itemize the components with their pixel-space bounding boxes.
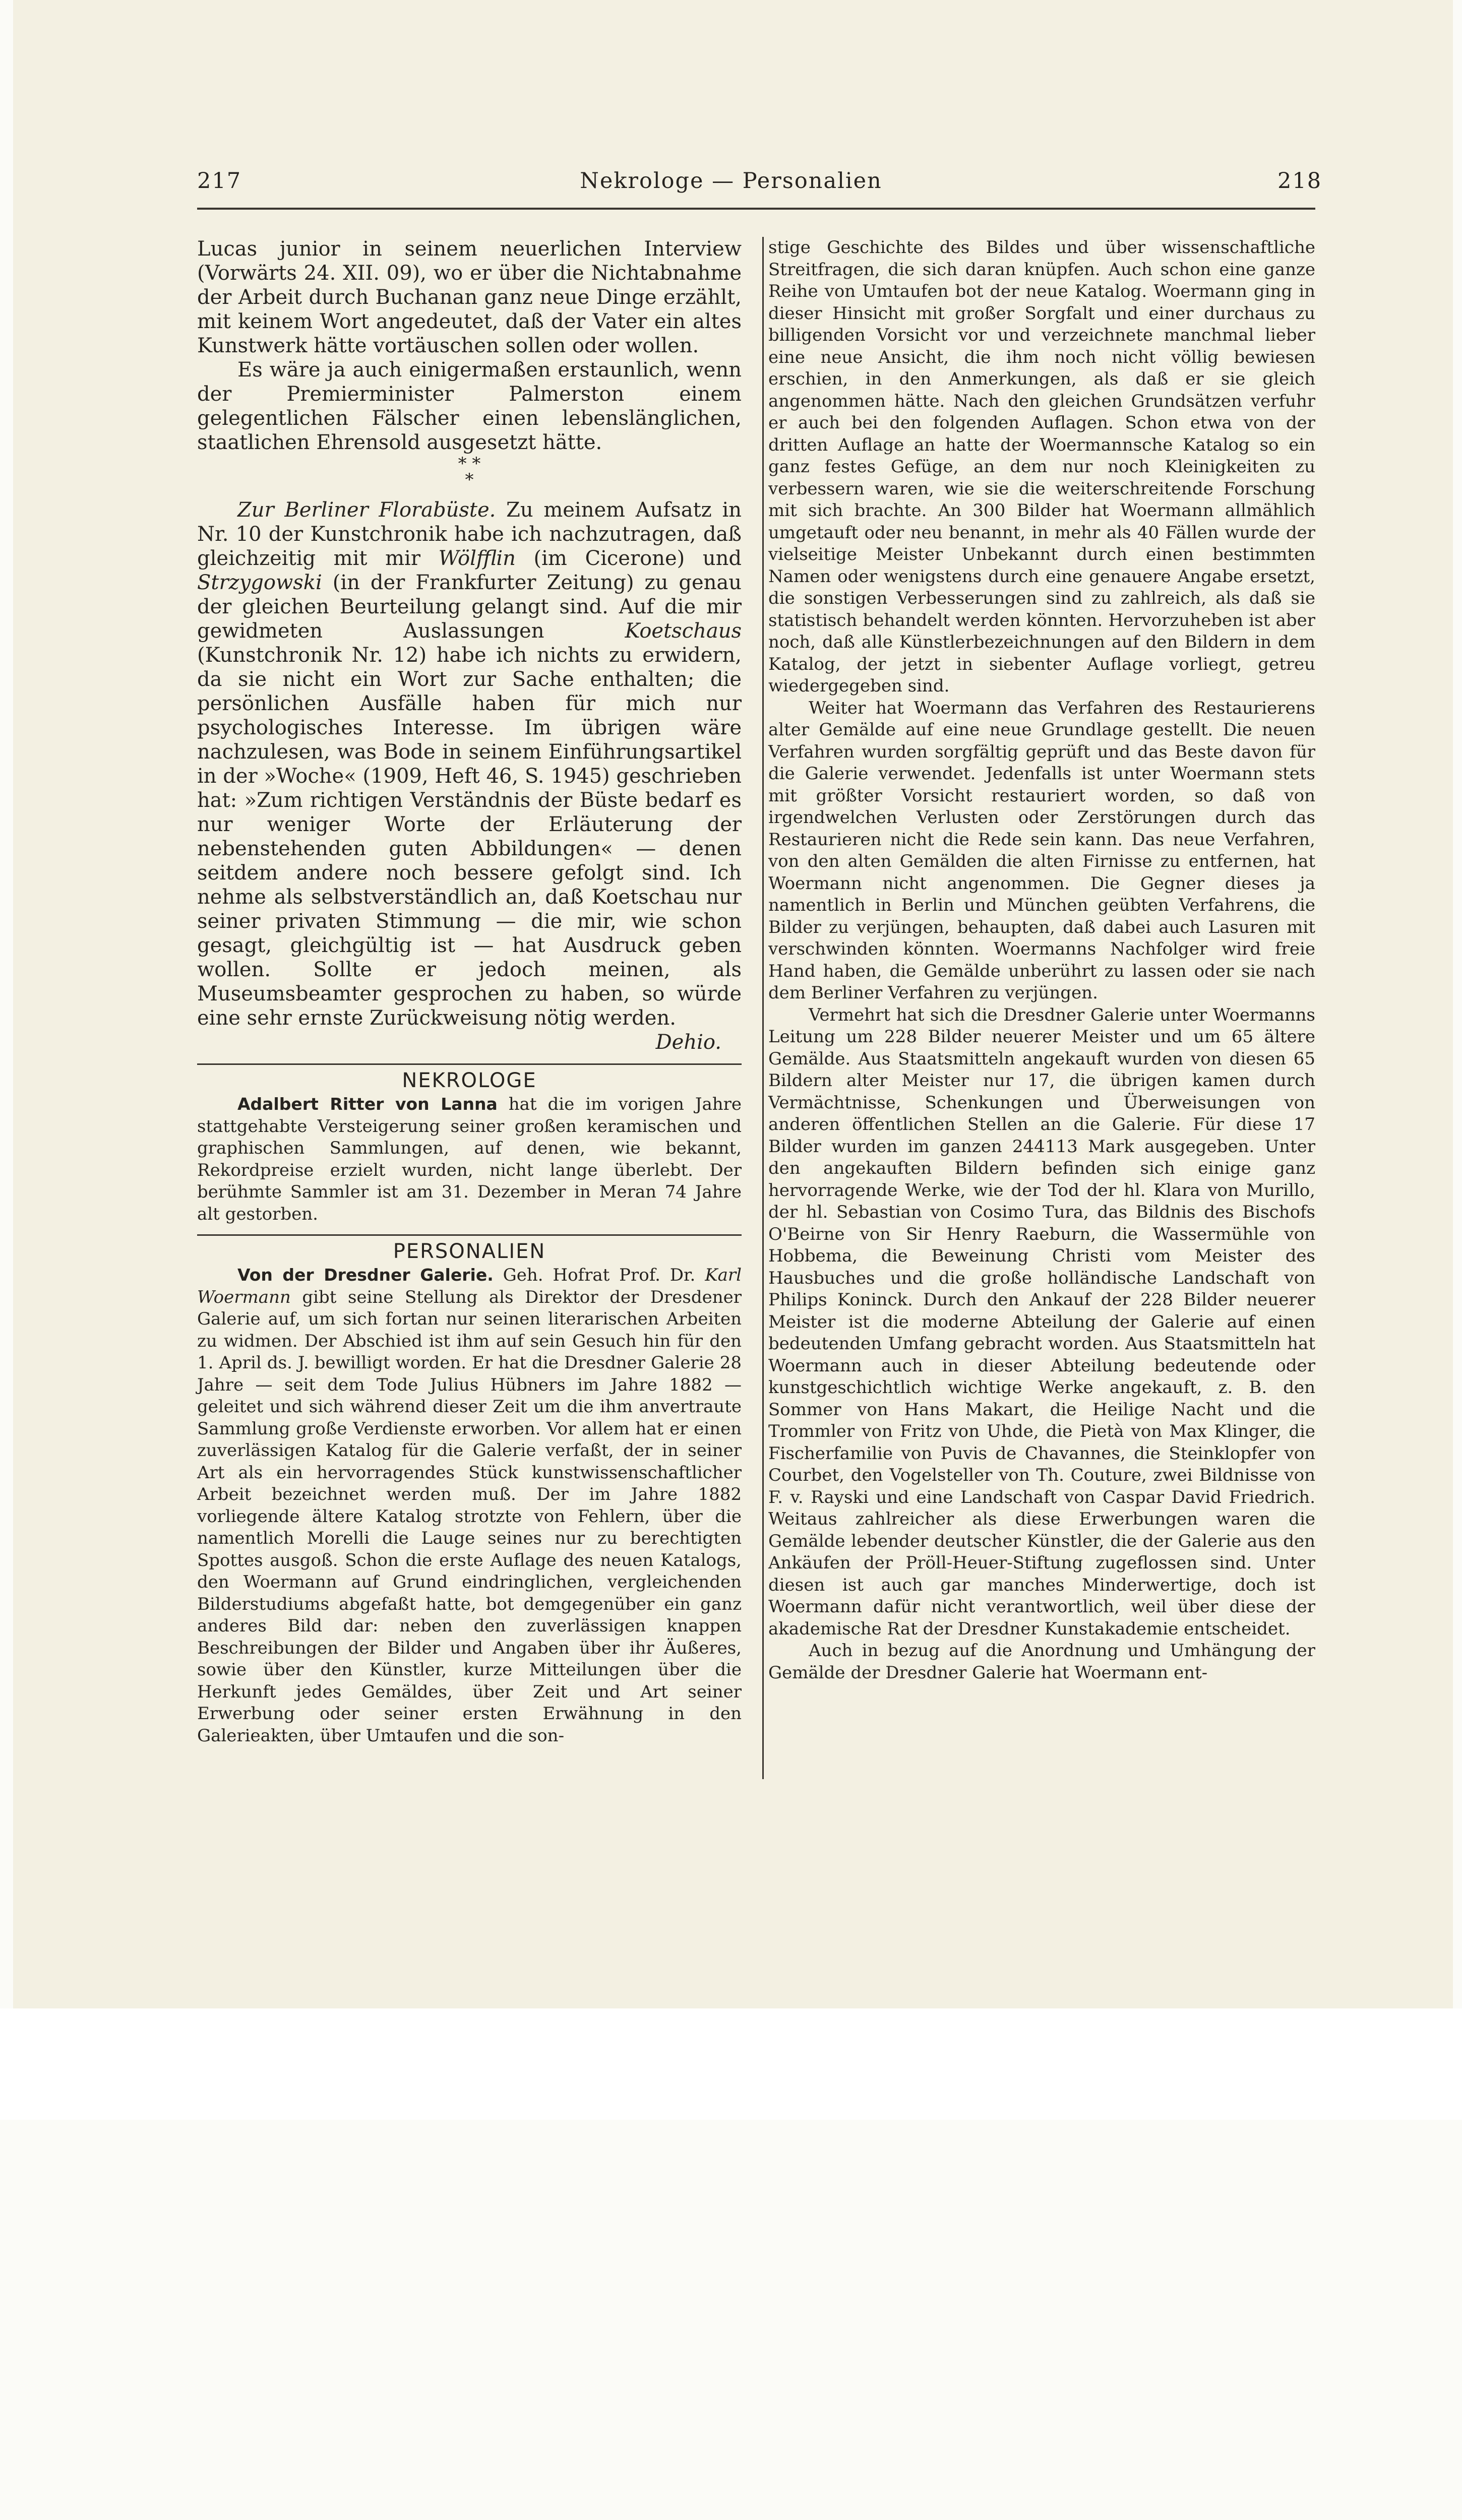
nekrolog-paragraph: Adalbert Ritter von Lanna hat die im vorigen Jahre stattgehabte Versteigerung seiner großen keramischen und graphischen Sammlungen, auf denen, wie bekannt, Rekordpreise erzielt wurden, nicht lange überlebt. Der berühmte Sammler ist am 31. Dezember in Meran 74 Jahre alt gestorben. (197, 1094, 742, 1224)
section-rule (197, 1063, 742, 1065)
section-heading-nekrologe: NEKROLOGE (402, 1069, 537, 1092)
item-title: Zur Berliner Florabüste. (237, 498, 496, 522)
paragraph: Lucas junior in seinem neuerlichen Interview (Vorwärts 24. XII. 09), wo er über die Nichtabnahme der Arbeit durch Buchanan ganz neue Dinge erzählt, mit keinem Wort angedeutet, daß der Vater ein altes Kunstwerk hätte vortäuschen sollen oder wollen. (197, 237, 742, 357)
digitization-footer (0, 2008, 1462, 2120)
right-column (768, 237, 1315, 1684)
personalien-paragraph: Von der Dresdner Galerie. Geh. Hofrat Prof. Dr. Karl Woermann gibt seine Stellung als Direktor der Dresdener Galerie auf, um sich fortan nur seinen literarischen Arbeiten zu widmen. Der Abschied ist ihm auf sein Gesuch hin für den 1. April ds. J. bewilligt worden. Er hat die Dresdner Galerie 28 Jahre — seit dem Tode Julius Hübners im Jahre 1882 — geleitet und sich während dieser Zeit um die ihm anvertraute Sammlung große Verdienste erworben. Vor allem hat er einen zuverlässigen Katalog für die Galerie verfaßt, der in seiner Art als ein hervorragendes Stück kunstwissenschaftlicher Arbeit bezeichnet werden muß. Der im Jahre 1882 vorliegende ältere Katalog strotzte von Fehlern, über die namentlich Morelli die Lauge seines nur zu berechtigten Spottes ausgoß. Schon die erste Auflage des neuen Katalogs, den Woermann auf Grund eindringlichen, vergleichenden Bilderstudiums abgefaßt hatte, bot demgegenüber ein ganz anderes Bild dar: neben den zuverlässigen knappen Beschreibungen der Bilder und Angaben über ihr Äußeres, sowie über den Künstler, kurze Mitteilungen über die Herkunft jedes Gemäldes, über Zeit und Art seiner Erwerbung oder seiner ersten Erwähnung in den Galerieakten, über Umtaufen und die son- (197, 1265, 742, 1746)
paragraph: Auch in bezug auf die Anordnung und Umhängung der Gemälde der Dresdner Galerie hat Woermann ent- (768, 1641, 1315, 1683)
column-separator (762, 237, 764, 1779)
header-rule (197, 208, 1315, 210)
page-number-left: 217 (197, 168, 242, 194)
section-rule (197, 1234, 742, 1236)
section-heading-personalien: PERSONALIEN (393, 1240, 546, 1263)
author-signature: Dehio. (655, 1031, 721, 1054)
paragraph: Vermehrt hat sich die Dresdner Galerie unter Woermanns Leitung um 228 Bilder neuerer Meister und um 65 ältere Gemälde. Aus Staatsmitteln angekauft wurden von diesen 65 Bildern alter Meister nur 17, die übrigen kamen durch Vermächtnisse, Schenkungen und Überweisungen von anderen öffentlichen Stellen an die Galerie. Für diese 17 Bilder wurden im ganzen 244113 Mark ausgegeben. Unter den angekauften Bildern befinden sich einige ganz hervorragende Werke, wie der Tod der hl. Klara von Murillo, der hl. Sebastian von Cosimo Tura, das Bildnis des Bischofs O'Beirne von Sir Henry Raeburn, die Wassermühle von Hobbema, die Beweinung Christi vom Meister des Hausbuches und die große holländische Landschaft von Philips Koninck. Durch den Ankauf der 228 Bilder neuerer Meister ist die moderne Abteilung der Galerie auf einen bedeutenden Umfang gebracht worden. Aus Staatsmitteln hat Woermann auch in dieser Abteilung bedeutende oder kunstgeschichtlich wichtige Werke angekauft, z. B. den Sommer von Hans Makart, die Heilige Nacht und die Trommler von Fritz von Uhde, die Pietà von Max Klinger, die Fischerfamilie von Puvis de Chavannes, die Steinklopfer von Courbet, den Vogelsteller von Th. Couture, zwei Bildnisse von F. v. Rayski und eine Landschaft von Caspar David Friedrich. Weitaus zahlreicher als diese Erwerbungen waren die Gemälde lebender deutscher Künstler, die der Galerie aus den Ankäufen der Pröll-Heuer-Stiftung zugeflossen sind. Unter diesen ist auch gar manches Minderwertige, doch ist Woermann dafür nicht verantwortlich, weil über diese der akademische Rat der Dresdner Kunstakademie entscheidet. (768, 1004, 1315, 1639)
left-column (197, 237, 742, 1747)
running-head: Nekrologe — Personalien (580, 168, 882, 194)
section-stars: * * * (458, 454, 481, 490)
paragraph: Weiter hat Woermann das Verfahren des Restaurierens alter Gemälde auf eine neue Grundlage gestellt. Die neuen Verfahren wurden sorgfältig geprüft und das Beste davon für die Galerie verwendet. Jedenfalls ist unter Woermann stets mit größter Vorsicht restauriert worden, so daß von irgendwelchen Verlusten oder Zerstörungen durch das Restaurieren nicht die Rede sein kann. Das neue Verfahren, von den alten Gemälden die alten Firnisse zu entfernen, hat Woermann nicht angenommen. Die Gegner dieses ja namentlich in Berlin und München geübten Verfahrens, die Bilder zu verjüngen, behaupten, daß dabei auch Lasuren mit verschwinden könnten. Woermanns Nachfolger wird freie Hand haben, die Gemälde unberührt zu lassen oder sie nach dem Berliner Verfahren zu verjüngen. (768, 698, 1315, 1003)
page-number-right: 218 (1277, 168, 1322, 194)
paragraph: stige Geschichte des Bildes und über wissenschaftliche Streitfragen, die sich daran knüpfen. Auch schon eine ganze Reihe von Umtaufen bot der neue Katalog. Woermann ging in dieser Hinsicht mit großer Sorgfalt und einer durchaus zu billigenden Vorsicht vor und verzeichnete manchmal lieber eine neue Ansicht, die ihm noch nicht völlig bewiesen erschien, in den Anmerkungen, als daß er sie gleich angenommen hätte. Nach den gleichen Grundsätzen verfuhr er auch bei den folgenden Auflagen. Schon etwa von der dritten Auflage an hatte der Woermannsche Katalog so ein ganz festes Gefüge, an dem nur noch Kleinigkeiten zu verbessern waren, wie sie die weiterschreitende Forschung mit sich brachte. An 300 Bilder hat Woermann allmählich umgetauft oder neu benannt, in mehr als 40 Fällen wurde der vielseitige Meister Unbekannt durch einen bestimmten Namen oder wenigstens durch eine genauere Angabe ersetzt, die sonstigen Verbesserungen sind zu zahlreich, als daß sie statistisch behandelt werden könnten. Hervorzuheben ist aber noch, daß alle Künstlerbezeichnungen auf den Bildern in dem Katalog, der jetzt in siebenter Auflage vorliegt, getreu wiedergegeben sind. (768, 237, 1315, 696)
florabueste-paragraph: Zur Berliner Florabüste. Zu meinem Aufsatz in Nr. 10 der Kunstchronik habe ich nachzutragen, daß gleichzeitig mit mir Wölfflin (im Cicerone) und Strzygowski (in der Frankfurter Zeitung) zu genau der gleichen Beurteilung gelangt sind. Auf die mir gewidmeten Auslassungen Koetschaus (Kunstchronik Nr. 12) habe ich nichts zu erwidern, da sie nicht ein Wort zur Sache enthalten; die persönlichen Ausfälle haben für mich nur psychologisches Interesse. Im übrigen wäre nachzulesen, was Bode in seinem Einführungsartikel in der »Woche« (1909, Heft 46, S. 1945) geschrieben hat: »Zum richtigen Verständnis der Büste bedarf es nur weniger Worte der Erläuterung der nebenstehenden guten Abbildungen« — denen seitdem andere noch bessere gefolgt sind. Ich nehme als selbstverständlich an, daß Koetschau nur seiner privaten Stimmung — die mir, wie schon gesagt, gleichgültig ist — hat Ausdruck geben wollen. Sollte er jedoch meinen, als Museumsbeamter gesprochen zu haben, so würde eine sehr ernste Zurückweisung nötig werden. (197, 498, 742, 1030)
paragraph: Es wäre ja auch einigermaßen erstaunlich, wenn der Premierminister Palmerston einem gelegentlichen Fälscher einen lebenslänglichen, staatlichen Ehrensold ausgesetzt hätte. (197, 358, 742, 454)
